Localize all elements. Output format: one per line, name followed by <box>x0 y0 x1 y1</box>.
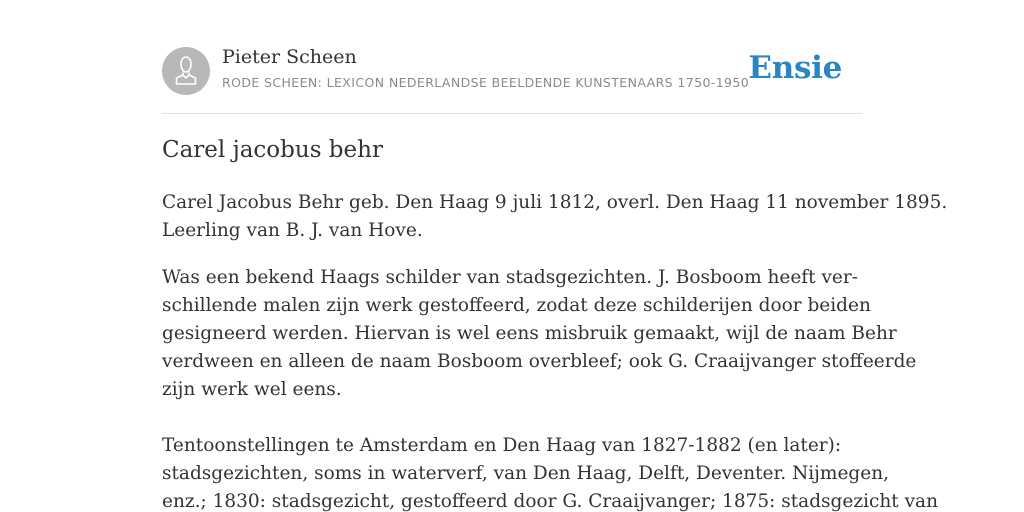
text-line: gesigneerd werden. Hiervan is wel eens misbruik gemaakt, wijl de naam Behr <box>162 323 897 344</box>
text-line: Was een bekend Haags schilder van stadsgezichten. J. Bosboom heeft ver- <box>162 267 858 288</box>
article-title: Carel jacobus behr <box>162 137 383 163</box>
paragraph-2 <box>162 264 917 404</box>
author-avatar[interactable] <box>162 47 210 95</box>
header-divider <box>162 113 862 114</box>
source-title[interactable]: RODE SCHEEN: LEXICON NEDERLANDSE BEELDENDE KUNSTENAARS 1750-1950 <box>222 75 750 90</box>
text-line: zijn werk wel eens. <box>162 379 342 400</box>
text-line: schillende malen zijn werk gestoffeerd, zodat deze schilderijen door beiden <box>162 295 871 316</box>
blank-line <box>162 404 862 432</box>
paragraph-spacer <box>162 245 862 264</box>
user-silhouette-icon <box>162 47 210 95</box>
article-body <box>162 189 948 512</box>
text-line: Tentoonstellingen te Amsterdam en Den Haag van 1827-1882 (en later): <box>162 435 842 456</box>
text-line: Leerling van B. J. van Hove. <box>162 220 423 241</box>
article-header <box>162 46 862 96</box>
author-name[interactable]: Pieter Scheen <box>222 46 357 68</box>
paragraph-3 <box>162 432 938 512</box>
paragraph-1 <box>162 189 948 245</box>
text-line: enz.; 1830: stadsgezicht, gestoffeerd door G. Craaijvanger; 1875: stadsgezicht van <box>162 491 938 512</box>
ensie-logo[interactable]: Ensie <box>748 50 842 86</box>
text-line: Carel Jacobus Behr geb. Den Haag 9 juli 1812, overl. Den Haag 11 november 1895. <box>162 192 948 213</box>
text-line: verdween en alleen de naam Bosboom overbleef; ook G. Craaijvanger stoffeerde <box>162 351 917 372</box>
text-line: stadsgezichten, soms in waterverf, van Den Haag, Delft, Deventer. Nijmegen, <box>162 463 889 484</box>
